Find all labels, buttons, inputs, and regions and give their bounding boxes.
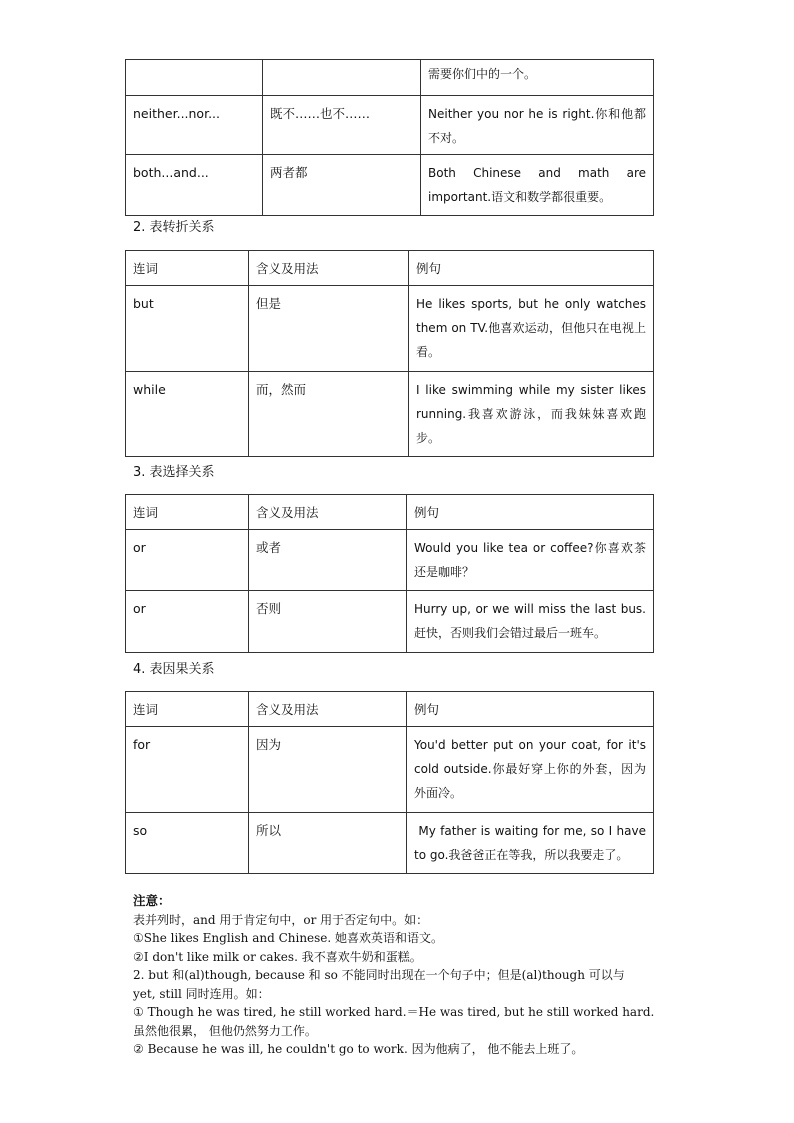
table-row (126, 155, 654, 216)
meaning-cell: 而，然而 (249, 372, 409, 457)
table-header-row (126, 251, 654, 286)
conjunction-cell: for (126, 727, 249, 813)
table-row (126, 530, 654, 591)
conjunction-cell (126, 60, 263, 96)
meaning-cell: 既不……也不…… (263, 96, 421, 155)
conjunction-cell: while (126, 372, 249, 457)
note-line: yet, still 同时连用。如： (133, 986, 270, 1001)
note-line: ① Though he was tired, he still worked hard.＝He was tired, but he still worked hard. (133, 1005, 655, 1019)
table-row (126, 591, 654, 653)
header-conjunction: 连词 (126, 251, 249, 286)
conjunction-cell: or (126, 530, 249, 591)
meaning-cell: 所以 (249, 813, 407, 874)
table-row (126, 286, 654, 372)
section-heading-causal: 4. 表因果关系 (133, 662, 215, 677)
conjunction-cell: but (126, 286, 249, 372)
example-cell: Would you like tea or coffee?你喜欢茶还是咖啡？ (407, 530, 654, 591)
table-row (126, 813, 654, 874)
section-heading-alternative: 3. 表选择关系 (133, 465, 215, 480)
meaning-cell: 但是 (249, 286, 409, 372)
conjunction-table-alternative (125, 494, 654, 653)
meaning-cell: 因为 (249, 727, 407, 813)
example-cell: My father is waiting for me, so I have to go.我爸爸正在等我，所以我要走了。 (407, 813, 654, 874)
note-line: ①She likes English and Chinese. 她喜欢英语和语文。 (133, 931, 444, 945)
header-meaning: 含义及用法 (249, 692, 407, 727)
example-cell: He likes sports, but he only watches them on TV.他喜欢运动，但他只在电视上看。 (409, 286, 654, 372)
conjunction-table-coordinate (125, 59, 654, 216)
meaning-cell: 否则 (249, 591, 407, 653)
conjunction-table-adversative (125, 250, 654, 457)
example-cell: Hurry up, or we will miss the last bus.赶快，否则我们会错过最后一班车。 (407, 591, 654, 653)
table-row (126, 372, 654, 457)
table-row (126, 96, 654, 155)
header-meaning: 含义及用法 (249, 495, 407, 530)
header-example: 例句 (407, 495, 654, 530)
meaning-cell: 或者 (249, 530, 407, 591)
conjunction-cell: so (126, 813, 249, 874)
note-line: 2. but 和(al)though, because 和 so 不能同时出现在一个句子中；但是(al)though 可以与 (133, 968, 625, 982)
note-line: 表并列时，and 用于肯定句中，or 用于否定句中。如： (133, 912, 429, 927)
header-conjunction: 连词 (126, 692, 249, 727)
header-meaning: 含义及用法 (249, 251, 409, 286)
note-line: ②I don't like milk or cakes. 我不喜欢牛奶和蛋糕。 (133, 949, 422, 964)
table-header-row (126, 692, 654, 727)
table-row (126, 60, 654, 96)
example-cell: 需要你们中的一个。 (421, 60, 654, 96)
note-line: ② Because he was ill, he couldn't go to work. 因为他病了， 他不能去上班了。 (133, 1042, 584, 1056)
note-line: 虽然他很累， 但他仍然努力工作。 (133, 1023, 317, 1038)
header-example: 例句 (409, 251, 654, 286)
conjunction-cell: both...and... (126, 155, 263, 216)
example-cell: You'd better put on your coat, for it's cold outside.你最好穿上你的外套，因为外面冷。 (407, 727, 654, 813)
header-example: 例句 (407, 692, 654, 727)
conjunction-table-causal (125, 691, 654, 874)
conjunction-cell: or (126, 591, 249, 653)
example-cell: I like swimming while my sister likes running.我喜欢游泳，而我妹妹喜欢跑步。 (409, 372, 654, 457)
notes-block (133, 892, 663, 1059)
header-conjunction: 连词 (126, 495, 249, 530)
meaning-cell (263, 60, 421, 96)
example-cell: Both Chinese and math are important.语文和数学都很重要。 (421, 155, 654, 216)
notes-title: 注意： (133, 893, 171, 908)
table-row (126, 727, 654, 813)
section-heading-adversative: 2. 表转折关系 (133, 220, 215, 235)
meaning-cell: 两者都 (263, 155, 421, 216)
conjunction-cell: neither...nor... (126, 96, 263, 155)
table-header-row (126, 495, 654, 530)
example-cell: Neither you nor he is right.你和他都不对。 (421, 96, 654, 155)
